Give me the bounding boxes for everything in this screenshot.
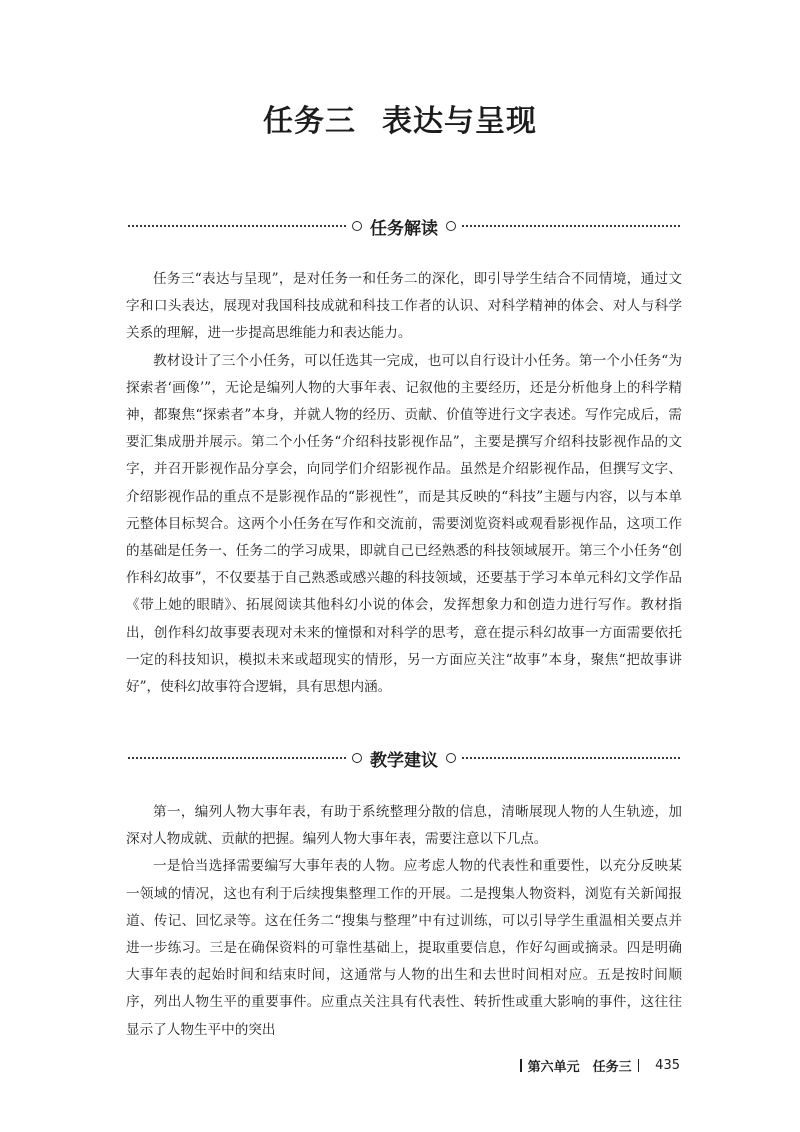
paragraph: 任务三“表达与呈现”，是对任务一和任务二的深化，即引导学生结合不同情境，通过文字和口头表达，展现对我国科技成就和科技工作者的认识、对科学精神的体会、对人与科学关系的理解，进一步提高思维能力和表达能力。: [126, 271, 682, 342]
footer-section: 第六单元 任务三: [527, 1060, 632, 1075]
footer-divider: [638, 1059, 640, 1072]
circle-ornament-left: [352, 753, 362, 763]
section-heading-label: 任务解读: [370, 218, 438, 239]
footer-divider: [520, 1059, 522, 1072]
circle-ornament-right: [446, 753, 456, 763]
circle-ornament-right: [446, 221, 456, 231]
dotted-rule-left: [128, 757, 346, 759]
section-heading-label: 教学建议: [370, 750, 438, 771]
paragraph: 教材设计了三个小任务，可以任选其一完成，也可以自行设计小任务。第一个小任务“为探索者‘画像’”，无论是编列人物的大事年表、记叙他的主要经历，还是分析他身上的科学精神，都聚焦“探索者”本身，并就人物的经历、贡献、价值等进行文字表述。写作完成后，需要汇集成册并展示。第二个小任务“介绍科技影视作品”，主要是撰写介绍科技影视作品的文字，并召开影视作品分享会，向同学们介绍影视作品。虽然是介绍影视作品，但撰写文字、介绍影视作品的重点不是影视作品的“影视性”，而是其反映的“科技”主题与内容，以与本单元整体目标契合。这两个小任务在写作和交流前，需要浏览资料或观看影视作品，这项工作的基础是任务一、任务二的学习成果，即就自己已经熟悉的科技领域展开。第三个小任务“创作科幻故事”，不仅要基于自己熟悉或感兴趣的科技领域，还要基于学习本单元科幻文学作品《带上她的眼睛》、拓展阅读其他科幻小说的体会，发挥想象力和创造力进行写作。教材指出，创作科幻故事要表现对未来的憧憬和对科学的思考，意在提示科幻故事一方面需要依托一定的科技知识，模拟未来或超现实的情形，另一方面应关注“故事”本身，聚焦“把故事讲好”，使科幻故事符合逻辑，具有思想内涵。: [126, 352, 682, 696]
title-part-1: 任务三: [263, 104, 356, 139]
title-part-2: 表达与呈现: [382, 104, 537, 139]
dotted-rule-left: [128, 225, 346, 227]
page-title: [0, 96, 800, 140]
suggestions-body: [126, 799, 682, 1044]
page-number: 435: [655, 1058, 680, 1073]
circle-ornament-left: [352, 221, 362, 231]
dotted-rule-right: [462, 757, 680, 759]
page-footer: [520, 1056, 680, 1075]
section-heading-suggestions: [128, 745, 680, 771]
dotted-rule-right: [462, 225, 680, 227]
paragraph: 第一，编列人物大事年表，有助于系统整理分散的信息，清晰展现人物的人生轨迹，加深对人物成就、贡献的把握。编列人物大事年表，需要注意以下几点。: [126, 804, 682, 848]
section-heading-interpretation: [128, 213, 680, 239]
paragraph: 一是恰当选择需要编写大事年表的人物。应考虑人物的代表性和重要性，以充分反映某一领域的情况，这也有利于后续搜集整理工作的开展。二是搜集人物资料，浏览有关新闻报道、传记、回忆录等。这在任务二“搜集与整理”中有过训练，可以引导学生重温相关要点并进一步练习。三是在确保资料的可靠性基础上，提取重要信息，作好勾画或摘录。四是明确大事年表的起始时间和结束时间，这通常与人物的出生和去世时间相对应。五是按时间顺序，列出人物生平的重要事件。应重点关注具有代表性、转折性或重大影响的事件，这往往显示了人物生平中的突出: [126, 858, 682, 1038]
interpretation-body: [126, 266, 682, 701]
